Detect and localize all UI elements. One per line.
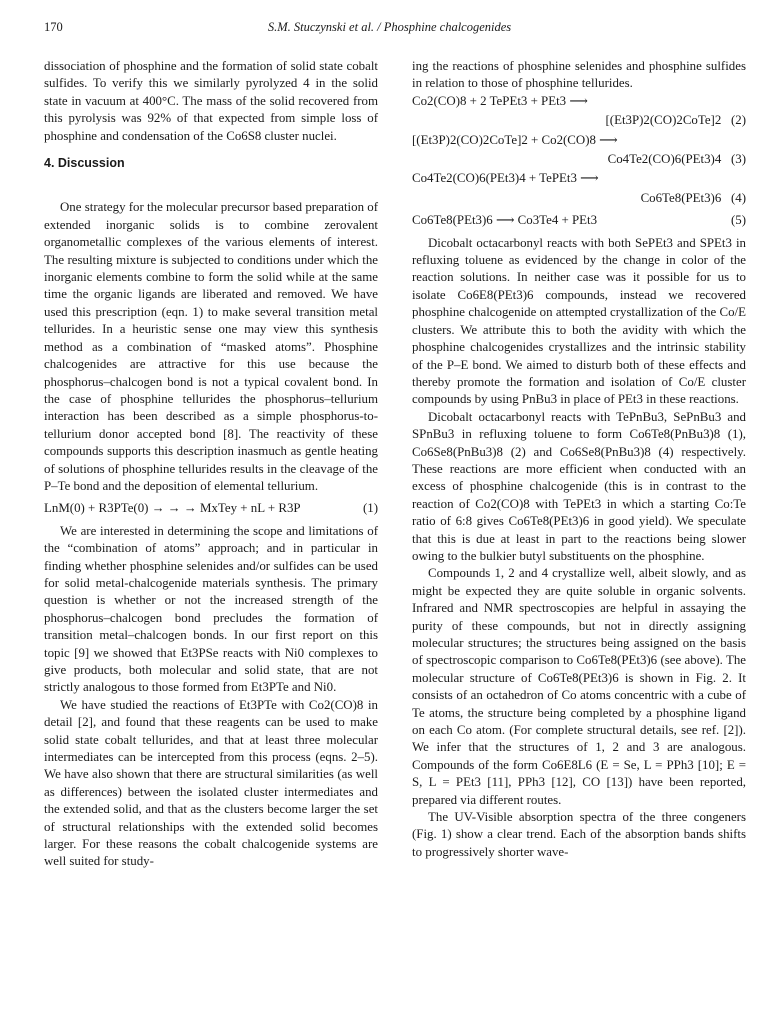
paragraph: Dicobalt octacarbonyl reacts with both SePEt3 and SPEt3 in refluxing toluene as evidenced by the change in color of the reaction solutions. In neither case was it possible for us to isolate Co6E8(PEt3)6 compounds, instead we recovered phosphine chalcogenide on attempted crystallization of the Co/E clusters. We attribute this to both the avidity with which the phosphine chalcogenides crystallizes and the intrinsic stability of the P–E bond. We aimed to disturb both of these effects and thereby promote the formation and isolation of Co/E cluster compounds by using PnBu3 in place of PEt3 in these reactions.: [412, 235, 746, 407]
equation-product: Co4Te2(CO)6(PEt3)4: [607, 152, 722, 167]
equation-5: [412, 212, 746, 229]
left-column: [44, 58, 378, 871]
equation-number: (1): [362, 501, 378, 516]
equation-number: (4): [730, 190, 746, 205]
paragraph: Dicobalt octacarbonyl reacts with TePnBu3, SePnBu3 and SPnBu3 in refluxing toluene to form Co6Te8(PnBu3)8 (1), Co6Se8(PnBu3)8 (2) and Co6Se8(PnBu3)8 (4) respectively. These reactions are more efficient when conducted with an excess of phosphine chalcogenide (this is in contrast to the reaction of Co2(CO)8 with TePEt3 in which a starting Co:Te ratio of 6:8 gives Co6Te8(PEt3)6 in good yield). We speculate that this is due at least in part to the reactions being slower owing to the bulkier butyl substituents on the phosphine.: [412, 409, 746, 563]
equation-body: Co6Te8(PEt3)6 ⟶ Co3Te4 + PEt3: [412, 213, 598, 228]
equation-lhs: Co2(CO)8 + 2 TePEt3 + PEt3 ⟶: [412, 93, 588, 108]
paragraph: We are interested in determining the scope and limitations of the “combination of atoms” approach; and in particular in finding whether phosphine selenides and/or sulfides can be used for solid metal-chalcogenide materials synthesis. The primary question is whether or not the increased strength of the phosphorus–chalcogen bond precludes the formation of transition metal–chalcogen bonds. In our first report on this topic [9] we showed that Et3PSe reacts with Ni0 complexes to give products, both molecular and solid state, that are not strictly analogous to those formed from Et3PTe and Ni0.: [44, 523, 378, 695]
equation-number: (3): [730, 152, 746, 167]
equation-rhs: [412, 190, 746, 207]
paragraph: The UV-Visible absorption spectra of the three congeners (Fig. 1) show a clear trend. Each of the absorption bands shifts to progressively shorter wave-: [412, 810, 746, 859]
right-column: [412, 58, 746, 861]
equation-1: [44, 500, 378, 517]
equation-product: [(Et3P)2(CO)2CoTe]2: [605, 113, 722, 128]
section-heading: 4. Discussion: [44, 156, 125, 171]
equation-3: [412, 132, 746, 169]
paragraph: We have studied the reactions of Et3PTe with Co2(CO)8 in detail [2], and found that these reagents can be used to make solid state cobalt tellurides, and that at least three molecular intermediates can be intercepted from this process (eqns. 2–5). We have also shown that there are structural similarities (as well as differences) between the isolated cluster intermediates and the extended solid, and that as the clusters become larger the set of structural relationships with the extended solid becomes larger. For these reasons the cobalt chalcogenide systems are well suited for study-: [44, 697, 378, 869]
equation-number: (5): [730, 213, 746, 228]
equation-rhs: [412, 112, 746, 129]
paragraph: dissociation of phosphine and the formation of solid state cobalt sulfides. To verify this we similarly pyrolyzed 4 in the solid state in vacuum at 400°C. The mass of the solid recovered from this pyrolysis was 92% of that expected from simple loss of phosphine and condensation of the Co6S8 cluster nuclei.: [44, 59, 378, 143]
running-title: S.M. Stuczynski et al. / Phosphine chalcogenides: [267, 20, 512, 34]
equation-number: (2): [730, 113, 746, 128]
equation-product: Co6Te8(PEt3)6: [640, 190, 722, 205]
equation-2: [412, 93, 746, 130]
equation-4: [412, 170, 746, 207]
paragraph: One strategy for the molecular precursor based preparation of extended inorganic solids is to combine zerovalent organometallic complexes of the various elements of interest. The resulting mixture is subjected to conditions under which the inorganic elements combine to form the solid while at the same time the organic ligands are liberated and removed. We have used this prescription (eqn. 1) to make several transition metal tellurides. In a heuristic sense one may view this synthesis method as a combination of “masked atoms”. Phosphine chalcogenides are attractive for this use because the phosphorus–chalcogen bond is not a typical covalent bond. In the case of phosphine tellurides the phosphorus–tellurium interaction has been described as a simple phosphorus-to-tellurium donor accepted bond [8]. The reactivity of these compounds supports this description inasmuch as gentle heating of solutions of phosphine tellurides results in the cleavage of the P–Te bond and the deposition of elemental tellurium.: [44, 200, 378, 493]
equation-rhs: [412, 151, 746, 168]
equation-body: LnM(0) + R3PTe(0) → → → MxTey + nL + R3P: [44, 501, 301, 516]
equation-lhs: Co4Te2(CO)6(PEt3)4 + TePEt3 ⟶: [412, 171, 599, 186]
page-number: 170: [44, 20, 63, 34]
spacer: [44, 182, 378, 199]
equation-lhs: [(Et3P)2(CO)2CoTe]2 + Co2(CO)8 ⟶: [412, 132, 618, 147]
paragraph: ing the reactions of phosphine selenides and phosphine sulfides in relation to those of phosphine tellurides.: [412, 59, 746, 91]
paragraph: Compounds 1, 2 and 4 crystallize well, albeit slowly, and as might be expected they are quite soluble in organic solvents. Infrared and NMR spectroscopies are helpful in assaying the purity of these compounds, but not in directly assigning molecular structures; the structures being assigned on the basis of spectroscopic comparison to Co6Te8(PEt3)6 (see above). The molecular structure of Co6Te8(PEt3)6 is shown in Fig. 2. It consists of an octahedron of Co atoms concentric with a cube of Te atoms, the structure being completed by a phosphine ligand on each Co atom. (For complete structural details, see ref. [2]). We infer that the structures of 1, 2 and 3 are analogous. Compounds of the form Co6E8L6 (E = Se, L = PPh3 [10]; E = S, L = PEt3 [11], PPh3 [12], CO [13]) have been reported, prepared via different routes.: [412, 566, 746, 807]
